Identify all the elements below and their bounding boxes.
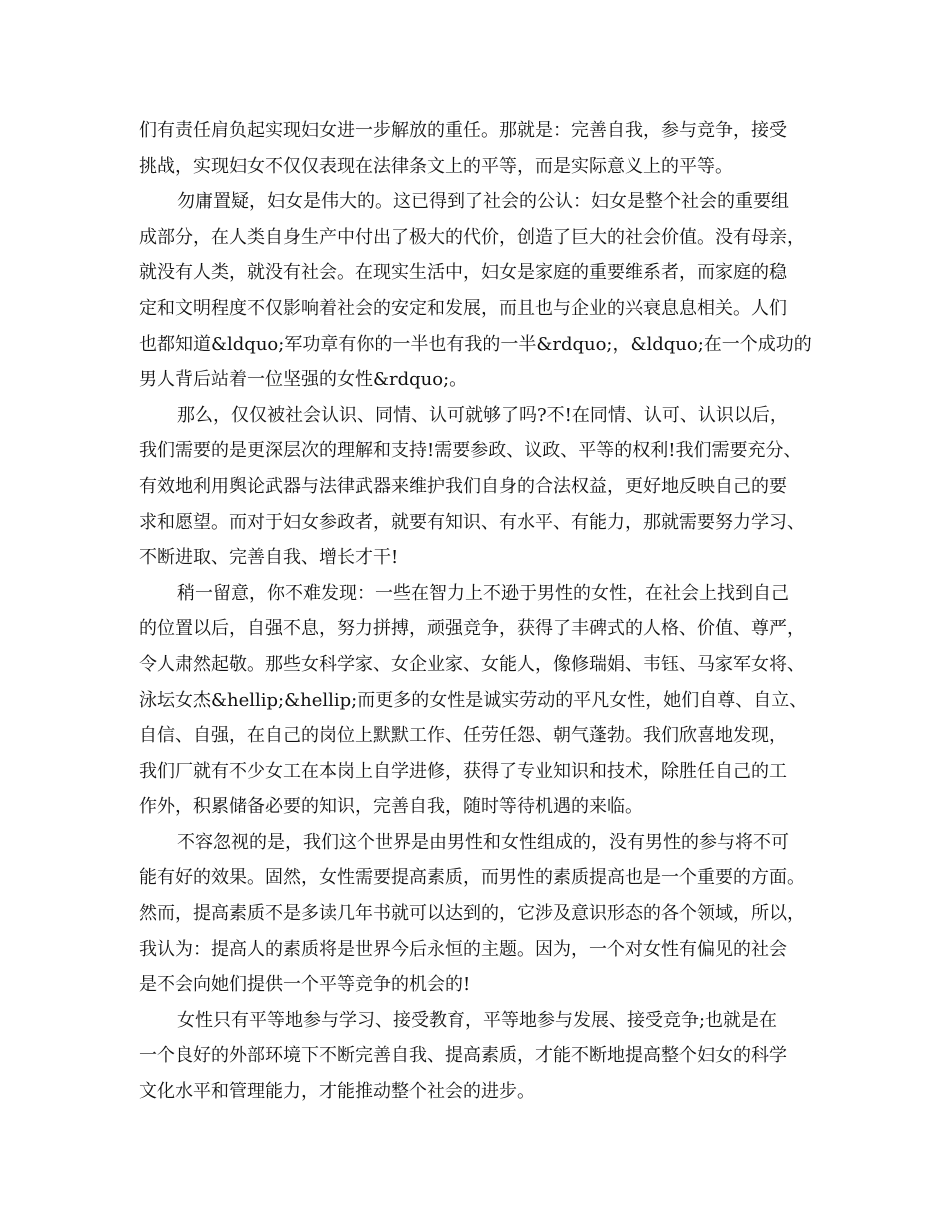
text-line: 然而，提高素质不是多读几年书就可以达到的，它涉及意识形态的各个领域，所以， — [139, 903, 805, 925]
paragraph-2 — [139, 184, 829, 398]
text-line: 那么，仅仅被社会认识、同情、认可就够了吗?不!在同情、认可、认识以后， — [177, 404, 788, 426]
text-line: 我们需要的是更深层次的理解和支持!需要参政、议政、平等的权利!我们需要充分、 — [139, 440, 802, 462]
text-line: 文化水平和管理能力，才能推动整个社会的进步。 — [139, 1081, 535, 1103]
text-line: 令人肃然起敬。那些女科学家、女企业家、女能人，像修瑞娟、韦钰、马家军女将、 — [139, 653, 805, 675]
text-line: 我认为：提高人的素质将是世界今后永恒的主题。因为，一个对女性有偏见的社会 — [139, 938, 787, 960]
text-line: 成部分，在人类自身生产中付出了极大的代价，创造了巨大的社会价值。没有母亲， — [139, 226, 805, 248]
text-line: 能有好的效果。固然，女性需要提高素质，而男性的素质提高也是一个重要的方面。 — [139, 867, 805, 889]
text-line: 定和文明程度不仅影响着社会的安定和发展，而且也与企业的兴衰息息相关。人们 — [139, 297, 787, 319]
paragraph-4 — [139, 576, 829, 825]
text-line: 我们厂就有不少女工在本岗上自学进修，获得了专业知识和技术，除胜任自己的工 — [139, 760, 787, 782]
text-line: 挑战，实现妇女不仅仅表现在法律条文上的平等，而是实际意义上的平等。 — [139, 155, 733, 177]
text-line: 就没有人类，就没有社会。在现实生活中，妇女是家庭的重要维系者，而家庭的稳 — [139, 262, 787, 284]
text-line: 也都知道&ldquo;军功章有你的一半也有我的一半&rdquo;，&ldquo;在一个成功的 — [139, 333, 812, 355]
paragraph-6 — [139, 1003, 829, 1110]
text-line: 是不会向她们提供一个平等竞争的机会的! — [139, 974, 471, 996]
text-line: 泳坛女杰&hellip;&hellip;而更多的女性是诚实劳动的平凡女性，她们自尊、自立、 — [139, 689, 808, 711]
document-body — [139, 113, 829, 1110]
paragraph-1 — [139, 113, 829, 184]
text-line: 求和愿望。而对于妇女参政者，就要有知识、有水平、有能力，那就需要努力学习、 — [139, 511, 805, 533]
text-line: 不断进取、完善自我、增长才干! — [139, 547, 399, 569]
text-line: 男人背后站着一位坚强的女性&rdquo;。 — [139, 369, 468, 391]
text-line: 稍一留意，你不难发现：一些在智力上不逊于男性的女性，在社会上找到自己 — [177, 582, 789, 604]
paragraph-3 — [139, 398, 829, 576]
text-line: 作外，积累储备必要的知识，完善自我，随时等待机遇的来临。 — [139, 796, 643, 818]
text-line: 有效地利用舆论武器与法律武器来维护我们自身的合法权益，更好地反映自己的要 — [139, 475, 787, 497]
paragraph-5 — [139, 825, 829, 1003]
text-line: 自信、自强，在自己的岗位上默默工作、任劳任怨、朝气蓬勃。我们欣喜地发现， — [139, 725, 787, 747]
text-line: 勿庸置疑，妇女是伟大的。这已得到了社会的公认：妇女是整个社会的重要组 — [177, 191, 789, 213]
text-line: 们有责任肩负起实现妇女进一步解放的重任。那就是：完善自我，参与竞争，接受 — [139, 120, 787, 141]
text-line: 不容忽视的是，我们这个世界是由男性和女性组成的，没有男性的参与将不可 — [177, 831, 789, 853]
text-line: 女性只有平等地参与学习、接受教育，平等地参与发展、接受竞争;也就是在 — [177, 1009, 778, 1031]
text-line: 一个良好的外部环境下不断完善自我、提高素质，才能不断地提高整个妇女的科学 — [139, 1045, 787, 1067]
text-line: 的位置以后，自强不息，努力拼搏，顽强竞争，获得了丰碑式的人格、价值、尊严， — [139, 618, 805, 640]
